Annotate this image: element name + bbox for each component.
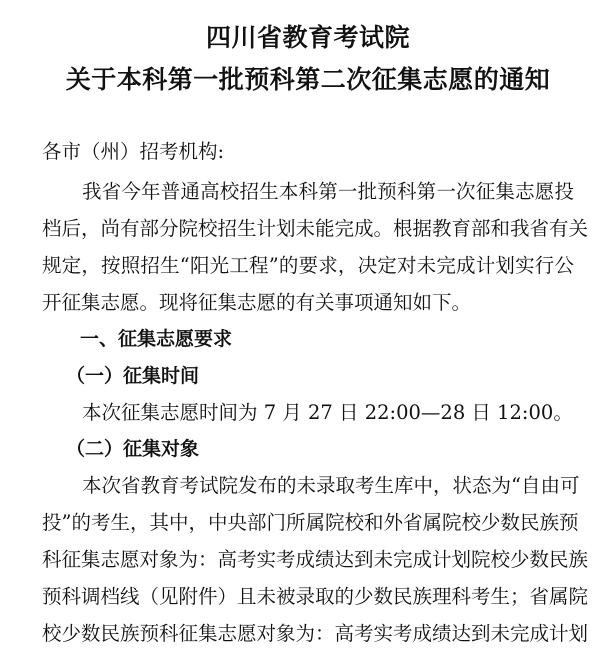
subsection-1-text: 本次征集志愿时间为 7 月 27 日 22:00—28 日 12:00。: [82, 401, 573, 424]
paragraph-1-line-4: 开征集志愿。现将征集志愿的有关事项通知如下。: [42, 291, 472, 314]
document-title-line-1: 四川省教育考试院: [205, 23, 410, 52]
document-title-line-2: 关于本科第一批预科第二次征集志愿的通知: [65, 65, 551, 94]
paragraph-1-line-2: 档后，尚有部分院校招生计划未能完成。根据教育部和我省有关: [42, 217, 589, 240]
paragraph-2-line-5: 校少数民族预科征集志愿对象为：高考实考成绩达到未完成计划: [42, 622, 589, 645]
section-1-heading: 一、征集志愿要求: [80, 328, 233, 350]
paragraph-2-line-3: 科征集志愿对象为：高考实考成绩达到未完成计划院校少数民族: [42, 548, 589, 571]
paragraph-2-line-1: 本次省教育考试院发布的未录取考生库中，状态为“自由可: [82, 474, 580, 497]
paragraph-2-line-4: 预科调档线（见附件）且未被录取的少数民族理科考生；省属院: [42, 585, 589, 608]
paragraph-1-line-3: 规定，按照招生“阳光工程”的要求，决定对未完成计划实行公: [42, 254, 574, 277]
paragraph-2-line-2: 投”的考生，其中，中央部门所属院校和外省属院校少数民族预: [42, 511, 579, 534]
subsection-1-heading: （一）征集时间: [66, 365, 200, 387]
salutation: 各市（州）招考机构:: [42, 140, 225, 163]
subsection-2-heading: （二）征集对象: [66, 438, 200, 460]
paragraph-1-line-1: 我省今年普通高校招生本科第一批预科第一次征集志愿投: [82, 180, 574, 203]
